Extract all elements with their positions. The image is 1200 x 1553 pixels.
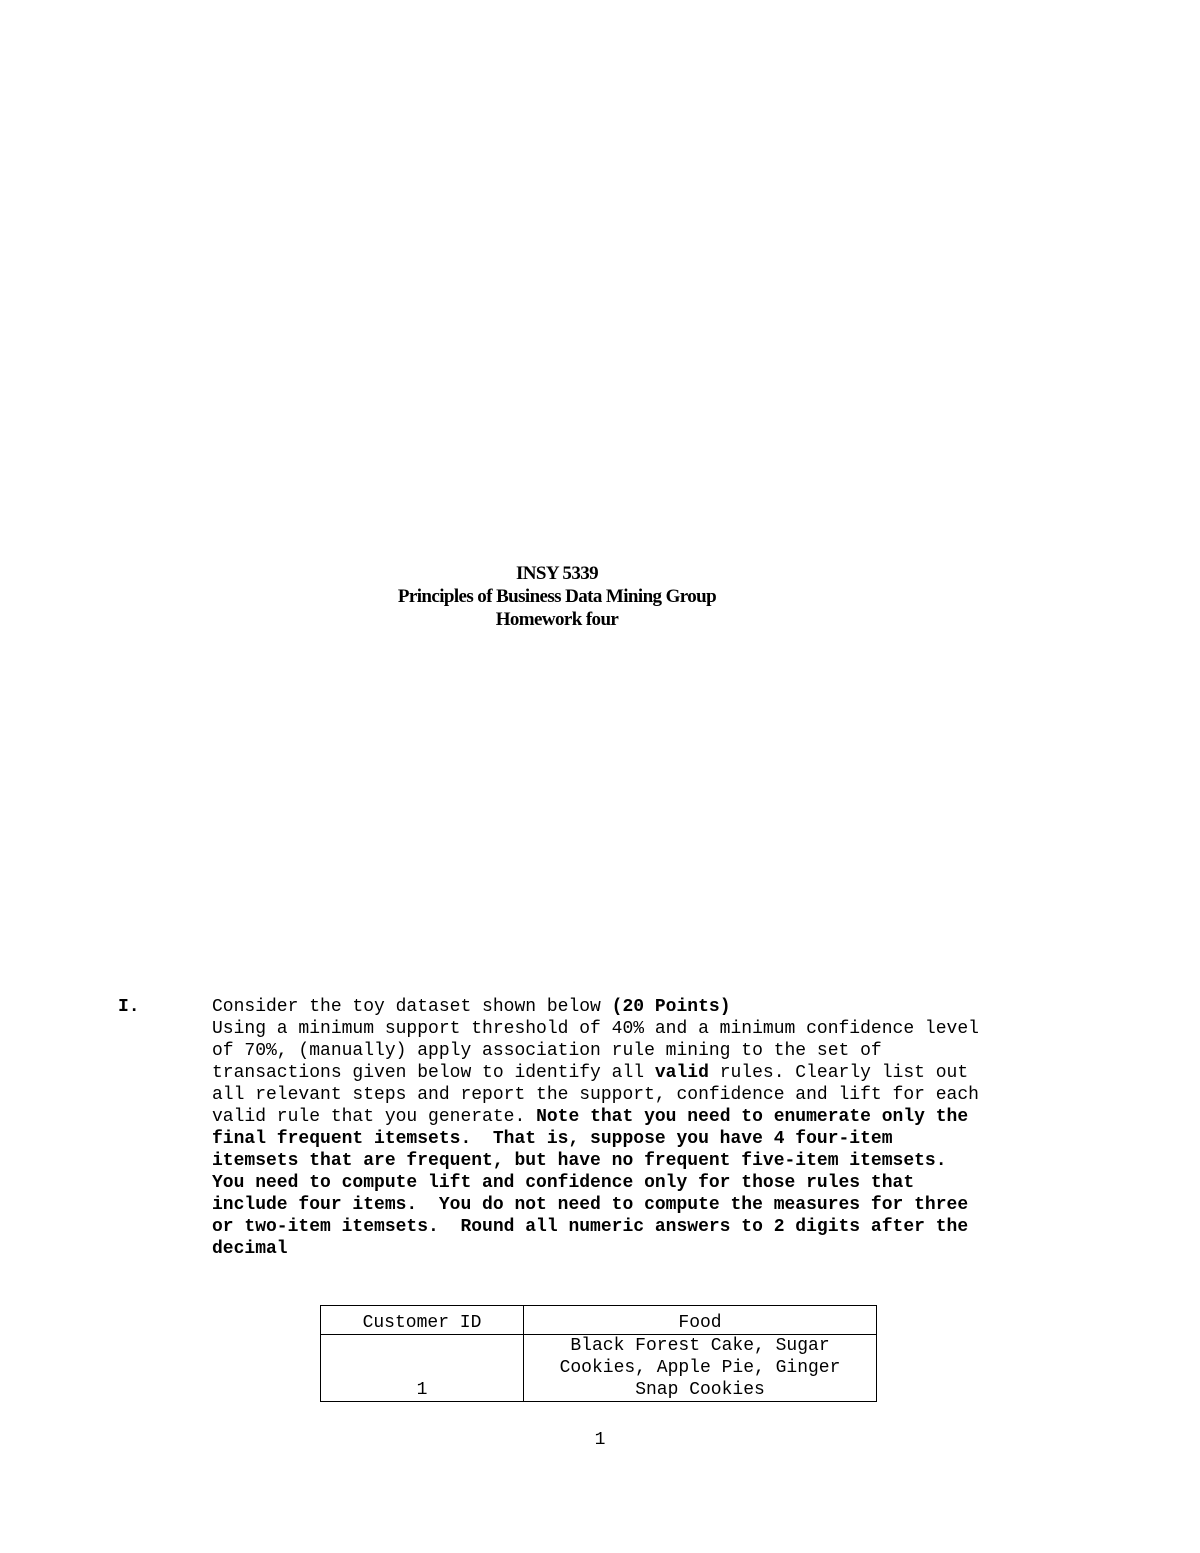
- table-row: [321, 1335, 877, 1402]
- bold-text: You need to compute lift and confidence only for those rules that: [212, 1173, 915, 1193]
- bold-text: include four items. You do not need to compute the measures for three: [212, 1195, 969, 1215]
- text-run: Using a minimum support threshold of 40% and a minimum confidence level: [212, 1019, 979, 1039]
- question-text: [212, 1018, 1072, 1260]
- question-line: [212, 1194, 1072, 1216]
- transactions-table: [320, 1305, 877, 1402]
- text-run: transactions given below to identify all: [212, 1063, 655, 1083]
- bold-text: Note that you need to enumerate only the: [536, 1107, 969, 1127]
- food-line: Snap Cookies: [635, 1380, 765, 1400]
- assignment-title: Homework four: [495, 609, 619, 630]
- bold-text: itemsets that are frequent, but have no frequent five-item itemsets.: [212, 1151, 947, 1171]
- question-line: [212, 1106, 1072, 1128]
- question-intro: Consider the toy dataset shown below: [212, 997, 612, 1017]
- question-body: [212, 996, 1072, 1260]
- header-food: Food: [524, 1306, 877, 1335]
- bold-text: valid: [654, 1063, 709, 1083]
- question-intro-line: [212, 996, 1072, 1018]
- food-line: Black Forest Cake, Sugar: [570, 1336, 830, 1356]
- question-line: [212, 1172, 1072, 1194]
- question-line: [212, 1040, 1072, 1062]
- food-cell: [524, 1335, 877, 1402]
- question-line: [212, 1128, 1072, 1150]
- question-number: I.: [118, 997, 140, 1017]
- question-line: [212, 1238, 1072, 1260]
- bold-text: or two-item itemsets. Round all numeric answers to 2 digits after the: [212, 1217, 969, 1237]
- page-number: 1: [594, 1430, 606, 1450]
- question-line: [212, 1084, 1072, 1106]
- question-line: [212, 1018, 1072, 1040]
- bold-text: decimal: [212, 1239, 288, 1259]
- table-header-row: [321, 1306, 877, 1335]
- bold-text: final frequent itemsets. That is, suppose you have 4 four-item: [212, 1129, 893, 1149]
- group-name: Principles of Business Data Mining Group: [397, 586, 717, 607]
- question-line: [212, 1150, 1072, 1172]
- course-code: INSY 5339: [515, 563, 599, 584]
- customer-id-cell: 1: [321, 1335, 524, 1402]
- header-customer-id: Customer ID: [321, 1306, 524, 1335]
- question-line: [212, 1062, 1072, 1084]
- food-line: Cookies, Apple Pie, Ginger: [559, 1358, 841, 1378]
- text-run: of 70%, (manually) apply association rule mining to the set of: [212, 1041, 882, 1061]
- question-points: (20 Points): [611, 997, 731, 1017]
- document-title-block: [0, 562, 1114, 631]
- text-run: all relevant steps and report the support, confidence and lift for each: [212, 1085, 979, 1105]
- text-run: valid rule that you generate.: [212, 1107, 537, 1127]
- question-line: [212, 1216, 1072, 1238]
- text-run: rules. Clearly list out: [708, 1063, 969, 1083]
